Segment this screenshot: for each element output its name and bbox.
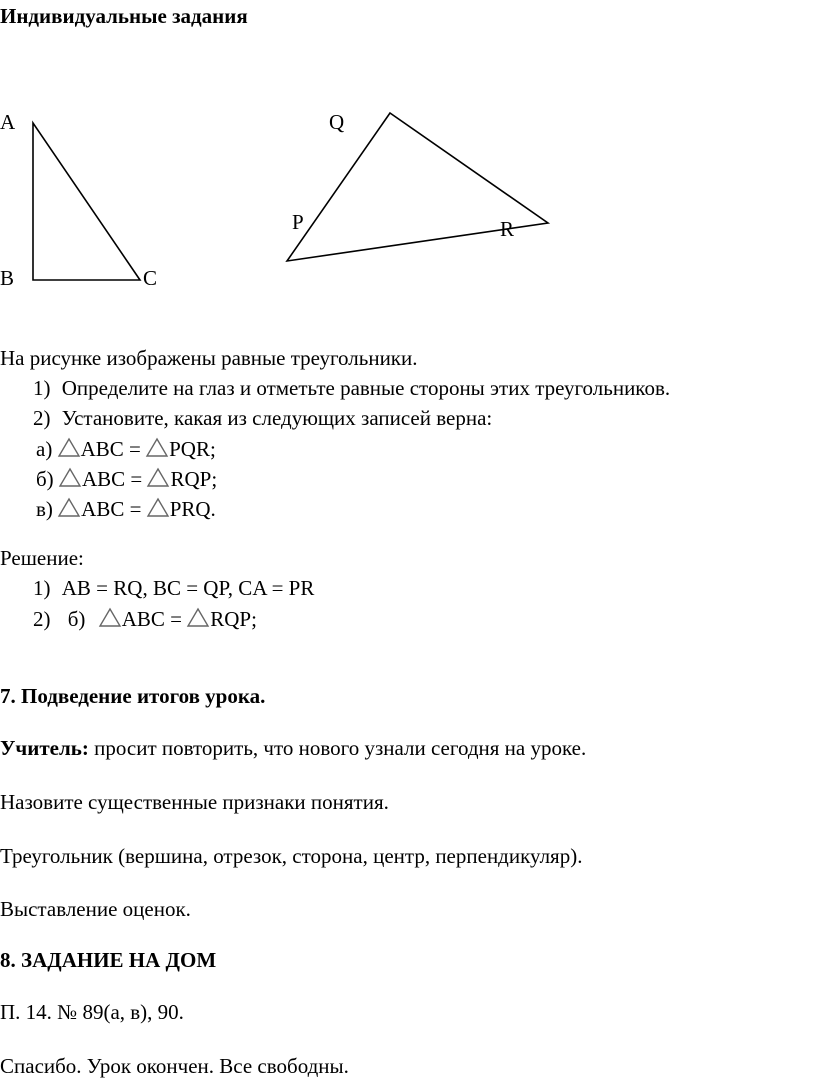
homework-line: П. 14. № 89(а, в), 90. — [0, 1000, 184, 1024]
section-7-line-4: Выставление оценок. — [0, 897, 191, 921]
option-left: ABC = — [80, 437, 147, 461]
heading: Индивидуальные задания — [0, 4, 248, 28]
task-item-text: Установите, какая из следующих записей верна: — [61, 406, 493, 430]
triangle-symbol-icon — [147, 468, 169, 487]
solution-title: Решение: — [0, 546, 84, 570]
teacher-text: просит повторить, что нового узнали сегодня на уроке. — [88, 736, 587, 760]
option-c — [36, 498, 216, 520]
triangle-abc — [33, 123, 140, 280]
section-7-title: 7. Подведение итогов урока. — [0, 684, 266, 708]
task-item-text: Определите на глаз и отметьте равные стороны этих треугольников. — [61, 376, 671, 400]
section-7-line-3: Треугольник (вершина, отрезок, сторона, центр, перпендикуляр). — [0, 844, 583, 868]
option-right: PRQ. — [169, 497, 216, 521]
vertex-label-q: Q — [329, 110, 345, 134]
option-letter: б) — [36, 467, 54, 491]
triangles-figure — [0, 0, 816, 300]
option-left: ABC = — [81, 497, 147, 521]
vertex-label-b: B — [0, 266, 15, 290]
solution-item-letter: б) — [67, 607, 86, 631]
task-item-number: 1) — [33, 376, 51, 400]
section-8-title: 8. ЗАДАНИЕ НА ДОМ — [0, 948, 217, 972]
task-item-1 — [33, 378, 670, 399]
task-intro: На рисунке изображены равные треугольники. — [0, 346, 418, 370]
teacher-label: Учитель: — [0, 736, 89, 760]
triangle-symbol-icon — [58, 498, 80, 517]
vertex-label-c: C — [143, 266, 158, 290]
triangle-symbol-icon — [99, 608, 121, 627]
solution-item-2 — [33, 608, 257, 630]
option-letter: в) — [36, 497, 53, 521]
vertex-label-r: R — [500, 217, 515, 241]
option-b — [36, 468, 217, 490]
task-item-number: 2) — [33, 406, 51, 430]
task-item-2 — [33, 408, 492, 429]
option-letter: а) — [36, 437, 53, 461]
option-right: RQP; — [170, 467, 218, 491]
vertex-label-p: P — [292, 210, 304, 234]
solution-right: RQP; — [210, 607, 257, 631]
triangle-symbol-icon — [59, 468, 81, 487]
triangle-symbol-icon — [58, 438, 80, 457]
solution-left: ABC = — [121, 607, 188, 631]
solution-item-number: 2) — [33, 607, 51, 631]
triangle-symbol-icon — [146, 438, 168, 457]
option-a — [36, 438, 216, 460]
triangle-symbol-icon — [147, 498, 169, 517]
teacher-line — [0, 738, 586, 759]
vertex-label-a: A — [0, 110, 16, 134]
closing-line: Спасибо. Урок окончен. Все свободны. — [0, 1054, 349, 1078]
solution-item-1 — [33, 578, 314, 599]
solution-item-number: 1) — [33, 576, 51, 600]
option-left: ABC = — [81, 467, 148, 491]
section-7-line-2: Назовите существенные признаки понятия. — [0, 790, 389, 814]
solution-item-text: AB = RQ, BC = QP, CA = PR — [61, 576, 315, 600]
option-right: PQR; — [169, 437, 216, 461]
triangle-symbol-icon — [187, 608, 209, 627]
